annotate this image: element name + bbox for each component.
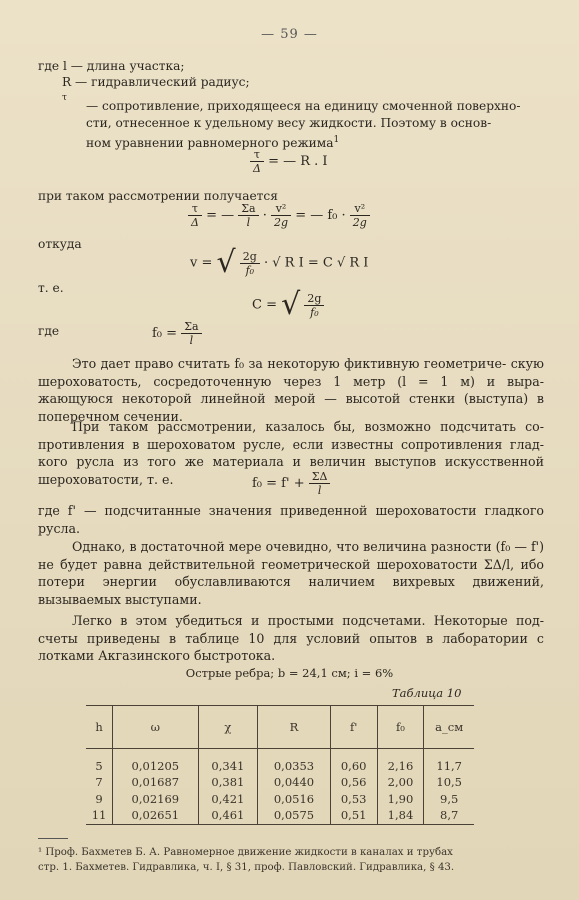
equation-6: f₀ = f' + $\frac{\Sigma\Delta}{l}$ <box>252 470 330 497</box>
table-row <box>86 807 474 824</box>
table-header-cell: χ <box>198 706 258 749</box>
definition-l: где l — длина участка; <box>38 59 185 73</box>
table-cell: 7 <box>95 774 103 789</box>
table-10 <box>86 705 474 825</box>
table-cell: 1,90 <box>377 790 424 807</box>
footnote-line-2: стр. 1. Бахметев. Гидравлика, ч. I, § 31, проф. Павловский. Гидравлика, § 43. <box>38 862 455 873</box>
table-cell: 0,60 <box>330 749 377 774</box>
table-cell: 5 <box>95 759 103 773</box>
table-header-cell: h <box>86 706 113 749</box>
table-cell: 0,51 <box>330 807 377 824</box>
table-cell: 8,7 <box>424 807 474 824</box>
table-header-cell: a_см <box>424 706 474 749</box>
table-cell: 0,421 <box>198 790 258 807</box>
table-cell: 0,461 <box>198 807 258 824</box>
table-cell: 9,5 <box>424 790 474 807</box>
paragraph-2: При таком рассмотрении, казалось бы, возможно подсчитать со- противления в шероховатом русле, если известны сопротивления глад- кого русла из того же материала и величин выступов искусственной шероховатости, т. е. <box>38 419 544 487</box>
paragraph-1: Это дает право считать f₀ за некоторую фиктивную геометриче- скую шероховатость, сосредоточенную через 1 метр (l = 1 м) и выра- жающуюся некоторой линейной мерой — высотой стенки (выступа) в поперечном сечении. <box>38 356 544 424</box>
table-header-cell: f' <box>330 706 377 749</box>
paragraph-4: Однако, в достаточной мере очевидно, что величина разности (f₀ — f') не будет равна действительной геометрической шероховатости ΣΔ/l, ибо потери энергии обуславливаются наличием вихревых движений, вызываемых выступами. <box>38 539 544 607</box>
equation-2: $\frac{\tau}{\Delta}$ = — $\frac{\Sigma a}{l}$ · $\frac{\text{v²}}{2g}$ = — f₀ · $\frac{\text{v²}}{2g}$ <box>188 202 370 229</box>
table-cell: 0,01687 <box>113 773 198 790</box>
definition-R: R — гидравлический радиус; <box>62 75 250 89</box>
table-row <box>86 790 474 807</box>
equation-5: f₀ = $\frac{\Sigma a}{l}$ <box>152 320 202 347</box>
table-cell: 11,7 <box>424 749 474 774</box>
equation-1: $\frac{\tau}{\Delta}$ = — R . I <box>250 148 328 175</box>
table-cell: 1,84 <box>377 807 424 824</box>
table-cell: 0,02169 <box>113 790 198 807</box>
equation-2-lead: при таком рассмотрении получается <box>38 189 278 203</box>
footnote-line-1: ¹ Проф. Бахметев Б. А. Равномерное движение жидкости в каналах и трубах <box>38 847 453 858</box>
table-cell: 9 <box>95 791 103 806</box>
definition-tau-line-2: сти, отнесенное к удельному весу жидкости. Поэтому в основ- <box>86 116 492 130</box>
table-cell: 2,00 <box>377 773 424 790</box>
table-header-cell: f₀ <box>377 706 424 749</box>
table-cell: 10,5 <box>424 773 474 790</box>
equation-4: C = √ $\frac{2g}{\text{f₀}}$ <box>252 290 324 320</box>
table-cell: 0,381 <box>198 773 258 790</box>
equation-4-lead: т. е. <box>38 281 64 295</box>
table-caption: Острые ребра; b = 24,1 см; i = 6% <box>185 666 394 680</box>
table-row <box>86 773 474 790</box>
table-cell: 0,0353 <box>258 749 331 774</box>
equation-5-lead: где <box>38 324 60 338</box>
table-cell: 0,0440 <box>258 773 331 790</box>
table-title: Таблица 10 <box>392 686 462 700</box>
table-header-cell: R <box>258 706 331 749</box>
table-header-cell: ω <box>113 706 198 749</box>
table-cell: 0,56 <box>330 773 377 790</box>
table-cell: 0,0516 <box>258 790 331 807</box>
table-cell: 2,16 <box>377 749 424 774</box>
definition-tau-line-1: — сопротивление, приходящееся на единицу смоченной поверхно- <box>86 99 521 113</box>
tau-symbol: τ <box>62 93 67 103</box>
table-cell: 11 <box>91 808 107 823</box>
table-cell: 0,02651 <box>113 807 198 824</box>
table-cell: 0,0575 <box>258 807 331 824</box>
footnote-rule <box>38 838 68 839</box>
table-cell: 0,01205 <box>113 749 198 774</box>
equation-3-lead: откуда <box>38 237 82 251</box>
table-header-row <box>86 706 474 749</box>
page-number: — 59 — <box>261 27 318 42</box>
paragraph-3: где f' — подсчитанные значения приведенной шероховатости гладкого русла. <box>38 503 544 536</box>
equation-3: v = √ $\frac{2g}{\text{f₀}}$ · √ R I = C √ R I <box>190 245 369 280</box>
footnote-mark: 1 <box>333 135 340 145</box>
paragraph-5: Легко в этом убедиться и простыми подсчетами. Некоторые под- счеты приведены в таблице 10 для условий опытов в лаборатории с лотками Акгазинского быстротока. <box>38 613 544 663</box>
table-cell: 0,341 <box>198 749 258 774</box>
definition-tau-line-3-text: ном уравнении равномерного режима <box>86 136 334 151</box>
table-row <box>86 749 474 774</box>
table-cell: 0,53 <box>330 790 377 807</box>
